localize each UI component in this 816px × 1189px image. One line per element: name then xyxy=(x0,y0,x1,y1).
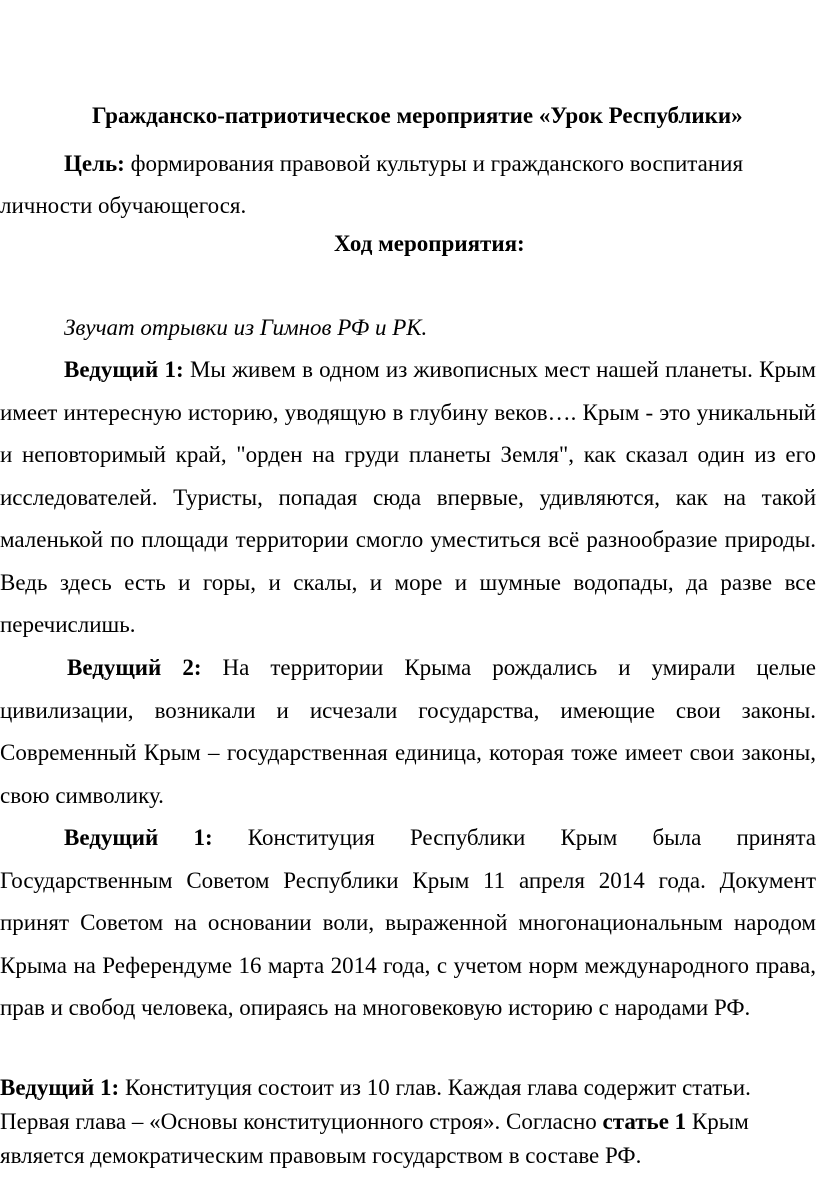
speaker-paragraph-2 xyxy=(0,647,816,817)
paragraph-text: На территории Крыма рождались и умирали целые цивилизации, возникали и исчезали государства, имеющие свои законы. Современный Крым – государственная единица, которая тоже имеет свои законы, свою символику. xyxy=(0,655,816,808)
goal-text: формирования правовой культуры и гражданского воспитания личности обучающегося. xyxy=(0,151,744,218)
stage-direction: Звучат отрывки из Гимнов РФ и РК. xyxy=(64,315,428,340)
speaker-paragraph-4 xyxy=(0,1071,816,1173)
speaker-label: Ведущий 1: xyxy=(64,357,184,382)
section-heading: Ход мероприятия: xyxy=(334,231,525,256)
speaker-paragraph-3 xyxy=(0,817,816,1030)
paragraph-text: Мы живем в одном из живописных мест нашей планеты. Крым имеет интересную историю, уводящую в глубину веков…. Крым - это уникальный и неповторимый край, "орден на груди планеты Земля", как сказал один из его исследователей. Туристы, попадая сюда впервые, удивляются, как на такой маленькой по площади территории смогло уместиться всё разнообразие природы. Ведь здесь есть и горы, и скалы, и море и шумные водопады, да разве все перечислишь. xyxy=(0,357,816,637)
speaker-label: Ведущий 1: xyxy=(0,1075,120,1100)
article-reference: статье 1 xyxy=(602,1109,687,1134)
paragraph-text: Конституция состоит из 10 глав. Каждая глава содержит статьи. Первая глава – «Основы конституционного строя». Согласно xyxy=(0,1075,751,1134)
speaker-paragraph-1 xyxy=(0,349,816,647)
paragraph-text: Конституция Республики Крым была принята Государственным Советом Республики Крым 11 апреля 2014 года. Документ принят Советом на основании воли, выраженной многонациональным народом Крыма на Референдуме 16 марта 2014 года, с учетом норм международного права, прав и свобод человека, опираясь на многовековую историю с народами РФ. xyxy=(0,825,816,1020)
speaker-label: Ведущий 1: xyxy=(64,825,213,850)
document-title: Гражданско-патриотическое мероприятие «Урок Республики» xyxy=(92,103,743,128)
goal-label: Цель: xyxy=(64,151,125,176)
goal-paragraph xyxy=(0,143,800,227)
speaker-label: Ведущий 2: xyxy=(67,655,202,680)
paragraph-text-end: Крым является демократическим правовым государством в составе РФ. xyxy=(0,1109,749,1168)
